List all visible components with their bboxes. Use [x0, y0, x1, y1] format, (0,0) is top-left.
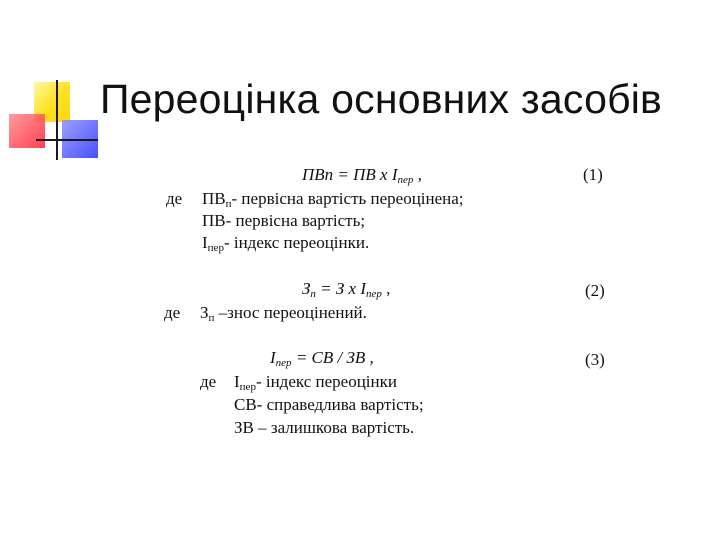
formula-3-main: І [270, 348, 276, 367]
definition-3-1-sub: пер [239, 381, 256, 393]
formula-2-sub-1: п [310, 288, 316, 300]
definition-2-1-sub: п [208, 312, 215, 324]
equation-number-2: (2) [585, 281, 605, 300]
formula-2-main: З [302, 279, 311, 298]
definition-1-1-sub: п [225, 198, 232, 210]
equation-number-3: (3) [585, 350, 605, 369]
definition-1-3-rest: - індекс переоцінки. [223, 233, 370, 252]
definition-de-3: де [200, 372, 217, 391]
formula-2-tail: , [381, 279, 391, 298]
definition-3-1-main: І [234, 372, 240, 391]
formula-1-main: ПВп = ПВ х І [302, 165, 398, 184]
definition-1-3 [202, 233, 369, 254]
definition-1-1-main: ПВ [202, 189, 226, 208]
definition-1-1 [202, 189, 464, 210]
definition-2-1-rest: –знос переоцінений. [214, 303, 367, 322]
decorative-corner-graphic [0, 0, 110, 170]
formula-2-mid: = З х І [315, 279, 367, 298]
definition-3-1 [234, 372, 397, 393]
slide-title: Переоцінка основних засобів [100, 76, 663, 122]
formula-1 [302, 165, 422, 186]
formula-3-sub: пер [275, 357, 292, 369]
formula-1-tail: , [413, 165, 422, 184]
definition-1-1-rest: - первісна вартість переоцінена; [231, 189, 464, 208]
definition-3-2: СВ- справедлива вартість; [234, 395, 424, 414]
formula-3-rest: = СВ / ЗВ , [291, 348, 374, 367]
formula-2 [302, 279, 390, 300]
formula-2-sub-2: пер [366, 288, 382, 300]
formula-1-sub: пер [397, 174, 414, 186]
definition-2-1-main: З [200, 303, 209, 322]
definition-3-3: ЗВ – залишкова вартість. [234, 418, 415, 437]
definition-2-1 [200, 303, 367, 324]
deco-red-square [9, 114, 45, 148]
definition-1-3-sub: пер [207, 242, 224, 254]
definition-de-2: де [164, 303, 181, 322]
definition-de-1: де [166, 189, 183, 208]
definition-3-1-rest: - індекс переоцінки [255, 372, 397, 391]
equation-number-1: (1) [583, 165, 603, 184]
formula-3 [270, 348, 374, 369]
definition-1-2: ПВ- первісна вартість; [202, 211, 366, 230]
definition-1-3-main: І [202, 233, 208, 252]
